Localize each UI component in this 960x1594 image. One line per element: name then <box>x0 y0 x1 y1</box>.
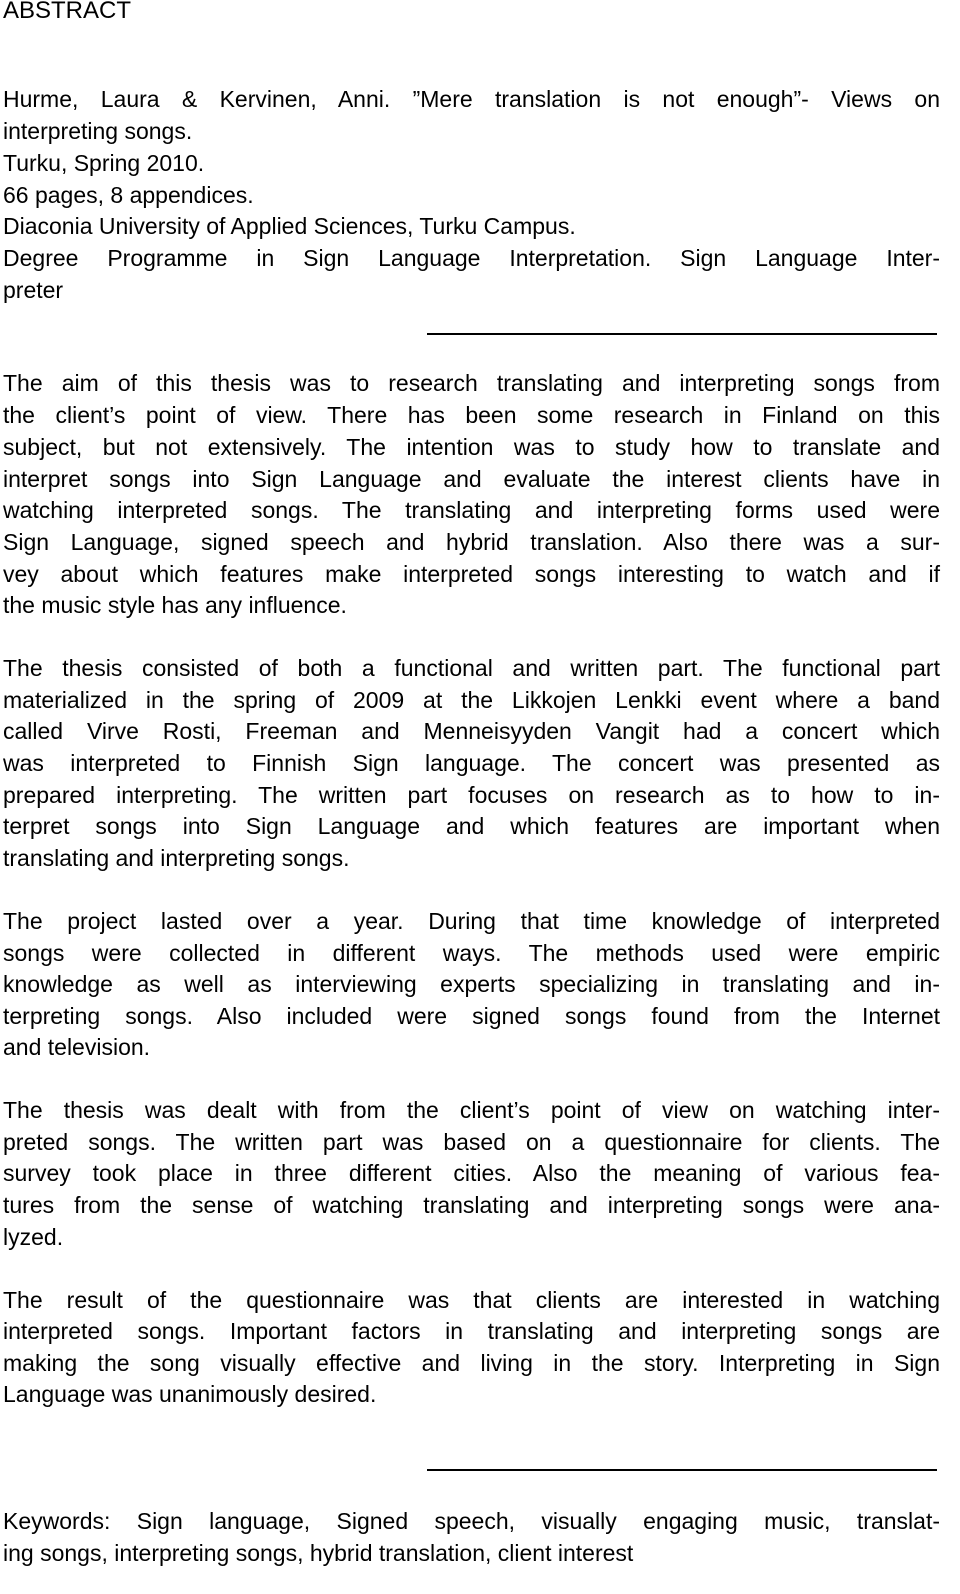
paragraph-line: interpret songs into Sign Language and evaluate the interest clients have in <box>3 466 940 492</box>
paragraph-line: subject, but not extensively. The intention was to study how to translate and <box>3 434 940 460</box>
paragraph-line: translating and interpreting songs. <box>3 845 350 871</box>
divider-top <box>427 333 937 335</box>
paragraph-line: The result of the questionnaire was that clients are interested in watching <box>3 1287 940 1313</box>
paragraph-line: knowledge as well as interviewing experts specializing in translating and in- <box>3 971 940 997</box>
paragraph-line: The thesis consisted of both a functional and written part. The functional part <box>3 655 940 681</box>
divider-bottom <box>427 1469 937 1471</box>
paragraph-line: Language was unanimously desired. <box>3 1381 377 1407</box>
paragraph-line: tures from the sense of watching translating and interpreting songs were ana- <box>3 1192 940 1218</box>
paragraph-line: vey about which features make interpreted songs interesting to watch and if <box>3 561 940 587</box>
paragraph-line: and television. <box>3 1034 151 1060</box>
meta-line-programme: Degree Programme in Sign Language Interpretation. Sign Language Inter- <box>3 245 940 271</box>
paragraph-line: lyzed. <box>3 1224 64 1250</box>
meta-line-authors-title: Hurme, Laura & Kervinen, Anni. ”Mere translation is not enough”- Views on <box>3 86 940 112</box>
paragraph-line: called Virve Rosti, Freeman and Menneisyyden Vangit had a concert which <box>3 718 940 744</box>
abstract-heading: ABSTRACT <box>3 0 132 24</box>
paragraph-line: was interpreted to Finnish Sign language. The concert was presented as <box>3 750 940 776</box>
keywords-line: ing songs, interpreting songs, hybrid translation, client interest <box>3 1540 634 1566</box>
paragraph-line: interpreted songs. Important factors in translating and interpreting songs are <box>3 1318 940 1344</box>
paragraph-line: prepared interpreting. The written part focuses on research as to how to in- <box>3 782 940 808</box>
paragraph-line: The thesis was dealt with from the client’s point of view on watching inter- <box>3 1097 940 1123</box>
paragraph-line: the music style has any influence. <box>3 592 347 618</box>
paragraph-line: watching interpreted songs. The translating and interpreting forms used were <box>3 497 940 523</box>
paragraph-line: the client’s point of view. There has been some research in Finland on this <box>3 402 940 428</box>
paragraph-line: terpreting songs. Also included were signed songs found from the Internet <box>3 1003 940 1029</box>
paragraph-line: The project lasted over a year. During that time knowledge of interpreted <box>3 908 940 934</box>
paragraph-line: preted songs. The written part was based on a questionnaire for clients. The <box>3 1129 940 1155</box>
meta-line-place-date: Turku, Spring 2010. <box>3 150 205 176</box>
meta-line-pages: 66 pages, 8 appendices. <box>3 182 254 208</box>
meta-line-title-continued: interpreting songs. <box>3 118 193 144</box>
paragraph-line: making the song visually effective and living in the story. Interpreting in Sign <box>3 1350 940 1376</box>
paragraph-line: survey took place in three different cities. Also the meaning of various fea- <box>3 1160 940 1186</box>
paragraph-line: Sign Language, signed speech and hybrid translation. Also there was a sur- <box>3 529 940 555</box>
meta-line-programme-continued: preter <box>3 277 64 303</box>
meta-line-university: Diaconia University of Applied Sciences, Turku Campus. <box>3 213 576 239</box>
paragraph-line: materialized in the spring of 2009 at the Likkojen Lenkki event where a band <box>3 687 940 713</box>
paragraph-line: The aim of this thesis was to research translating and interpreting songs from <box>3 370 940 396</box>
paragraph-line: songs were collected in different ways. The methods used were empiric <box>3 940 940 966</box>
paragraph-line: terpret songs into Sign Language and which features are important when <box>3 813 940 839</box>
keywords-line: Keywords: Sign language, Signed speech, visually engaging music, translat- <box>3 1508 940 1534</box>
